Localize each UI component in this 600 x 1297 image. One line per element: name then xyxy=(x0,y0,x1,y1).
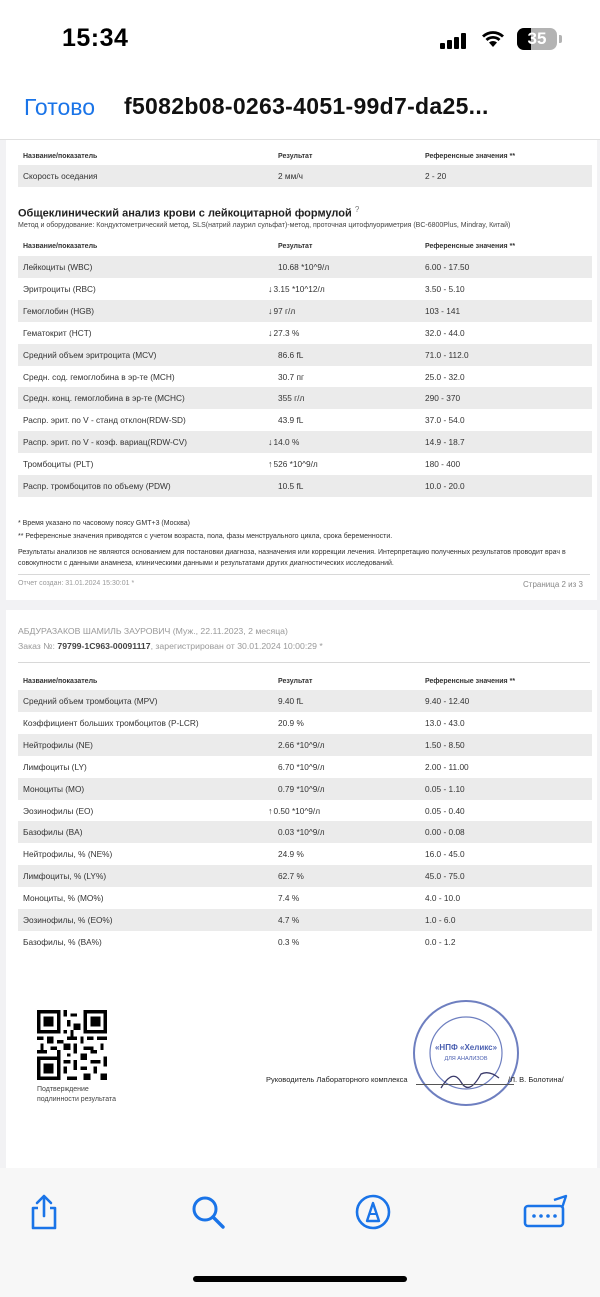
table-row xyxy=(18,256,592,278)
row-name: Средн. сод. гемоглобина в эр-те (MCH) xyxy=(23,371,175,382)
row-name: Тромбоциты (PLT) xyxy=(23,459,94,470)
footnote-timezone: * Время указано по часовому поясу GMT+3 (Москва) xyxy=(18,520,190,527)
arrow-up-icon: ↑ xyxy=(268,805,273,816)
row-name: Распр. тромбоцитов по объему (PDW) xyxy=(23,481,171,491)
document-page-3 xyxy=(6,610,597,1168)
section-title: Общеклинический анализ крови с лейкоцитарной формулой ? xyxy=(18,205,360,220)
row-reference: 14.9 - 18.7 xyxy=(425,437,465,448)
row-name: Лейкоциты (WBC) xyxy=(23,262,93,272)
row-name: Эозинофилы, % (EO%) xyxy=(23,915,113,925)
row-reference: 16.0 - 45.0 xyxy=(425,849,465,860)
row-reference: 103 - 141 xyxy=(425,305,461,316)
row-reference: 37.0 - 54.0 xyxy=(425,415,465,426)
status-bar xyxy=(0,0,600,80)
row-name: Лимфоциты, % (LY%) xyxy=(23,871,107,882)
row-reference: 32.0 - 44.0 xyxy=(425,327,465,338)
arrow-up-icon: ↑ xyxy=(268,459,273,470)
lab-stamp xyxy=(411,998,521,1108)
row-result: 20.9 % xyxy=(278,717,304,728)
signer-name: /Л. В. Болотина/ xyxy=(508,1075,564,1084)
row-result: 10.5 fL xyxy=(278,481,304,491)
document-page-2 xyxy=(6,140,597,600)
row-result: 2.66 *10^9/л xyxy=(278,739,325,750)
table-row xyxy=(18,366,592,388)
row-result: 10.68 *10^9/л xyxy=(278,262,330,272)
table-header: Название/показатель Результат Референсные значения ** xyxy=(23,678,516,685)
row-name: Нейтрофилы, % (NE%) xyxy=(23,849,113,860)
row-reference: 0.05 - 1.10 xyxy=(425,783,465,794)
row-name: Моноциты, % (MO%) xyxy=(23,893,104,904)
table-row xyxy=(18,344,592,366)
table-row xyxy=(18,409,592,431)
table-row xyxy=(18,800,592,822)
row-name: Базофилы, % (BA%) xyxy=(23,936,102,947)
row-reference: 6.00 - 17.50 xyxy=(425,262,470,272)
disclaimer: Результаты анализов не являются основанием для постановки диагноза, назначения или коррекции лечения. Интерпретацию полученных результатов проводит врач в совокупности с данными анамнеза, клиническими данными и результатами других диагностических исследований. xyxy=(18,549,566,567)
row-reference: 0.05 - 0.40 xyxy=(425,805,465,816)
page-number: Страница 2 из 3 xyxy=(523,580,583,589)
row-reference: 10.0 - 20.0 xyxy=(425,481,465,491)
table-header: Название/показатель Результат Референсные значения ** xyxy=(23,243,516,250)
table-row xyxy=(18,931,592,953)
method-text: Метод и оборудование: Кондуктометрический метод, SLS(натрий лаурил сульфат)-метод, проточная цитофлуориметрия (BC-6800Plus, Mindray, Китай) xyxy=(18,222,511,229)
table-row xyxy=(18,865,592,887)
row-name: Нейтрофилы (NE) xyxy=(23,739,93,750)
row-result: ↓3.15 *10^12/л xyxy=(268,283,325,294)
row-name: Гемоглобин (HGB) xyxy=(23,305,95,316)
info-icon[interactable]: ? xyxy=(354,205,360,214)
document-title: f5082b08-0263-4051-99d7-da25... xyxy=(124,93,489,119)
arrow-down-icon: ↓ xyxy=(268,305,273,316)
row-name: Эритроциты (RBC) xyxy=(23,283,96,294)
row-result: 86.6 fL xyxy=(278,349,304,360)
nav-bar xyxy=(0,80,600,140)
row-result: ↑0.50 *10^9/л xyxy=(268,805,321,816)
row-result: 24.9 % xyxy=(278,849,304,860)
table-row xyxy=(18,821,592,843)
row-reference: 3.50 - 5.10 xyxy=(425,283,465,294)
row-reference: 0.00 - 0.08 xyxy=(425,827,465,838)
row-result: 43.9 fL xyxy=(278,415,304,426)
report-created: Отчет создан: 31.01.2024 15:30:01 * xyxy=(18,580,135,587)
table-row xyxy=(18,734,592,756)
row-result: 62.7 % xyxy=(278,871,304,882)
row-result: ↓27.3 % xyxy=(268,327,300,338)
divider xyxy=(18,662,590,663)
divider xyxy=(18,574,590,575)
table-row xyxy=(18,322,592,344)
row-reference: 4.0 - 10.0 xyxy=(425,893,461,904)
share-icon[interactable] xyxy=(24,1192,64,1232)
cellular-signal-icon xyxy=(440,33,466,49)
keyboard-icon[interactable] xyxy=(522,1192,570,1232)
row-result: 0.3 % xyxy=(278,936,300,947)
row-reference: 13.0 - 43.0 xyxy=(425,717,465,728)
row-reference: 1.0 - 6.0 xyxy=(425,915,456,925)
table-row xyxy=(18,300,592,322)
patient-info: АБДУРАЗАКОВ ШАМИЛЬ ЗАУРОВИЧ (Муж., 22.11.2023, 2 месяца) xyxy=(18,626,288,636)
row-reference: 9.40 - 12.40 xyxy=(425,696,470,706)
order-info: Заказ №: 79799-1C963-00091117, зарегистрирован от 30.01.2024 10:00:29 * xyxy=(18,641,323,651)
table-row xyxy=(18,475,592,497)
arrow-down-icon: ↓ xyxy=(268,437,273,448)
row-name: Средн. конц. гемоглобина в эр-те (MCHC) xyxy=(23,393,185,404)
row-result: ↓14.0 % xyxy=(268,437,300,448)
stamp-center-text: «НПФ «Хеликс» xyxy=(434,1043,498,1052)
row-name: Распр. эрит. по V - коэф. вариац(RDW-CV) xyxy=(23,437,188,448)
row-result: 30.7 пг xyxy=(278,371,304,382)
row-result: 6.70 *10^9/л xyxy=(278,761,325,772)
battery-icon xyxy=(517,28,557,50)
done-button[interactable]: Готово xyxy=(24,94,96,120)
order-number: 79799-1C963-00091117 xyxy=(57,641,151,651)
home-indicator xyxy=(193,1276,407,1282)
table-header: Название/показатель Результат Референсные значения ** xyxy=(23,153,516,160)
qr-caption: Подтверждение подлинности результата xyxy=(37,1086,116,1103)
signature-line xyxy=(416,1084,514,1085)
arrow-down-icon: ↓ xyxy=(268,327,273,338)
row-name: Эозинофилы (EO) xyxy=(23,805,94,816)
qr-code[interactable] xyxy=(37,1010,107,1080)
row-result: 355 г/л xyxy=(278,393,305,404)
search-icon[interactable] xyxy=(188,1192,228,1232)
row-name: Коэффициент больших тромбоцитов (P-LCR) xyxy=(23,717,199,728)
row-name: Средний объем тромбоцита (MPV) xyxy=(23,696,158,706)
row-name: Распр. эрит. по V - станд отклон(RDW-SD) xyxy=(23,415,186,426)
row-name: Гематокрит (HCT) xyxy=(23,327,92,338)
row-reference: 25.0 - 32.0 xyxy=(425,371,465,382)
table-row xyxy=(18,690,592,712)
row-reference: 180 - 400 xyxy=(425,459,461,470)
stamp-sub-text: ДЛЯ АНАЛИЗОВ xyxy=(444,1056,488,1062)
row-result: 7.4 % xyxy=(278,893,300,904)
battery-tip xyxy=(559,35,562,43)
row-name: Базофилы (BA) xyxy=(23,827,83,838)
table-row xyxy=(18,909,592,931)
arrow-down-icon: ↓ xyxy=(268,283,273,294)
row-name: Лимфоциты (LY) xyxy=(23,761,87,772)
row-reference: 1.50 - 8.50 xyxy=(425,739,465,750)
wifi-icon xyxy=(480,28,506,48)
clock: 15:34 xyxy=(62,24,129,52)
row-result: 0.79 *10^9/л xyxy=(278,783,325,794)
row-result: 4.7 % xyxy=(278,915,300,925)
table-row: Скорость оседания 2 мм/ч 2 - 20 xyxy=(18,165,592,187)
row-result: 0.03 *10^9/л xyxy=(278,827,325,838)
table-row xyxy=(18,453,592,475)
table-row xyxy=(18,278,592,300)
row-reference: 290 - 370 xyxy=(425,393,461,404)
row-reference: 45.0 - 75.0 xyxy=(425,871,465,882)
table-row xyxy=(18,387,592,409)
markup-icon[interactable] xyxy=(353,1192,393,1232)
row-reference: 0.0 - 1.2 xyxy=(425,936,456,947)
table-row xyxy=(18,778,592,800)
table-row xyxy=(18,843,592,865)
signature-label: Руководитель Лабораторного комплекса xyxy=(266,1075,408,1084)
row-name: Моноциты (MO) xyxy=(23,783,85,794)
row-name: Средний объем эритроцита (MCV) xyxy=(23,349,157,360)
battery-level: 35 xyxy=(527,29,547,48)
row-result: ↓97 г/л xyxy=(268,305,296,316)
table-row xyxy=(18,712,592,734)
table-row xyxy=(18,756,592,778)
table-row xyxy=(18,887,592,909)
row-reference: 2.00 - 11.00 xyxy=(425,761,469,772)
bottom-toolbar xyxy=(0,1168,600,1297)
table-row xyxy=(18,431,592,453)
row-reference: 71.0 - 112.0 xyxy=(425,349,469,360)
row-result: 9.40 fL xyxy=(278,696,304,706)
footnote-reference: ** Референсные значения приводятся с учетом возраста, пола, фазы менструального цикла, срока беременности. xyxy=(18,533,393,540)
row-result: ↑526 *10^9/л xyxy=(268,459,318,470)
